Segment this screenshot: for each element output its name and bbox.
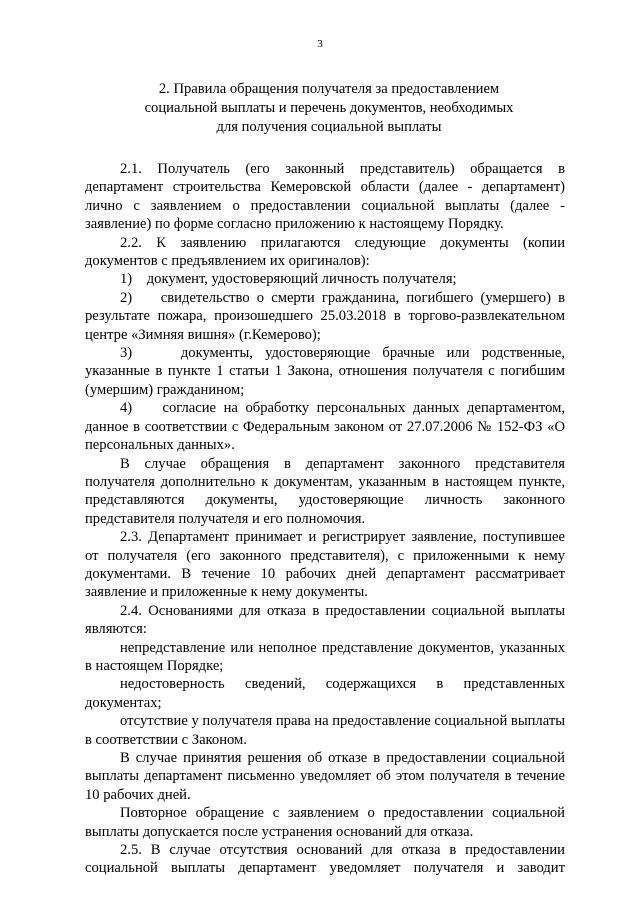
section-heading xyxy=(114,80,544,137)
heading-line: для получения социальной выплаты xyxy=(216,119,442,135)
list-item-4: 4) согласие на обработку персональных данных департаментом, данное в соответствии с Федеральным законом от 27.07.2006 № 152-ФЗ «О персональных данных». xyxy=(85,400,565,454)
paragraph-repeat-application: Повторное обращение с заявлением о предоставлении социальной выплаты допускается после устранения оснований для отказа. xyxy=(85,805,565,840)
list-item-1: 1) документ, удостоверяющий личность получателя; xyxy=(120,271,457,288)
heading-line: 2. Правила обращения получателя за предоставлением xyxy=(158,81,500,97)
paragraph-representative: В случае обращения в департамент законного представителя получателя дополнительно к документам, указанным в настоящем пункте, представляются документы, удостоверяющие личность законного представителя получателя и его полномочия. xyxy=(85,455,565,527)
paragraph-2-1: 2.1. Получатель (его законный представитель) обращается в департамент строительства Кемеровской области (далее - департамент) лично с заявлением о предоставлении социальной выплаты (далее - заявление) по форме согласно приложению к настоящему Порядку. xyxy=(85,161,565,233)
paragraph-2-5: 2.5. В случае отсутствия оснований для отказа в предоставлении социальной выплаты департамент уведомляет получателя и заводит xyxy=(85,842,565,877)
list-item-3: 3) документы, удостоверяющие брачные или родственные, указанные в пункте 1 статьи 1 Закона, отношения получателя с погибшим (умершим) гражданином; xyxy=(85,345,565,398)
paragraph-refusal-notice: В случае принятия решения об отказе в предоставлении социальной выплаты департамент письменно уведомляет об этом получателя в течение 10 рабочих дней. xyxy=(85,750,565,803)
document-body xyxy=(85,160,565,878)
paragraph-2-3: 2.3. Департамент принимает и регистрирует заявление, поступившее от получателя (его законного представителя), с приложенными к нему документами. В течение 10 рабочих дней департамент рассматривает заявление и приложенные к нему документы. xyxy=(85,529,565,601)
refusal-ground-1: непредставление или неполное представление документов, указанных в настоящем Порядке; xyxy=(85,639,565,674)
list-item-2: 2) свидетельство о смерти гражданина, погибшего (умершего) в результате пожара, произошедшего 25.03.2018 в торгово-развлекательном центре «Зимняя вишня» (г.Кемерово); xyxy=(85,289,565,343)
paragraph-2-2: 2.2. К заявлению прилагаются следующие документы (копии документов с предъявлением их оригиналов): xyxy=(85,234,565,270)
paragraph-2-4: 2.4. Основаниями для отказа в предоставлении социальной выплаты являются: xyxy=(85,602,565,638)
heading-line: социальной выплаты и перечень документов, необходимых xyxy=(144,100,514,116)
refusal-ground-3: отсутствие у получателя права на предоставление социальной выплаты в соответствии с Законом. xyxy=(85,713,565,748)
refusal-ground-2: недостоверность сведений, содержащихся в представленных документах; xyxy=(85,676,565,711)
page-number: 3 xyxy=(317,38,323,50)
